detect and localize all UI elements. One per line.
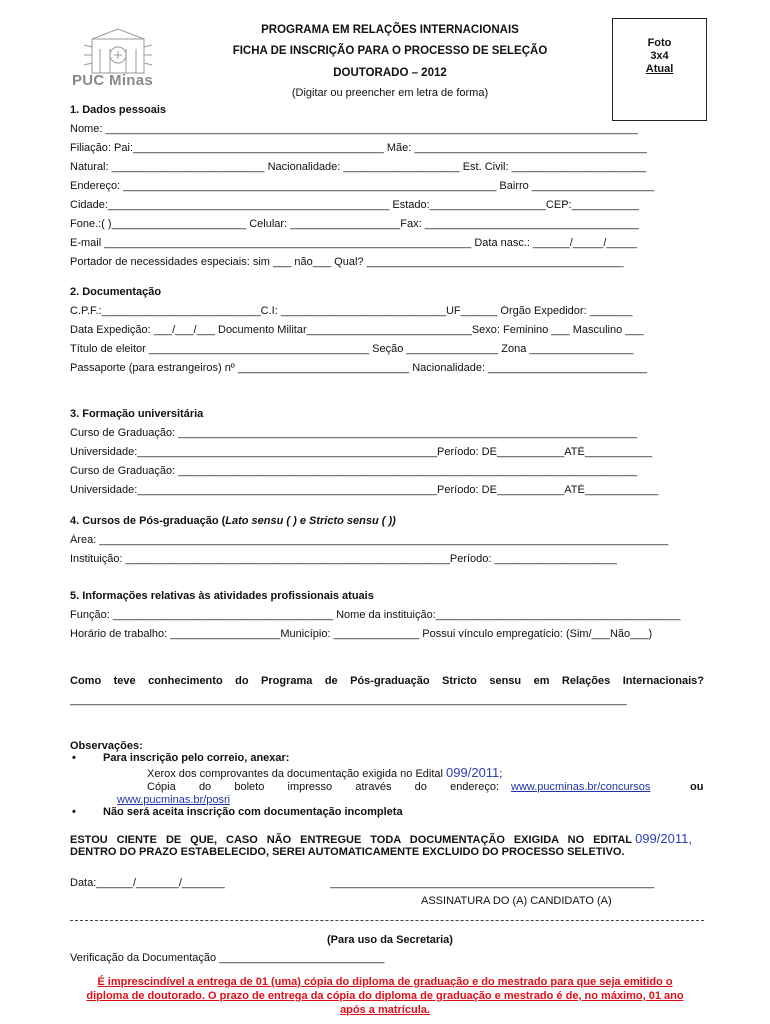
university-field-2[interactable]: Universidade:_________________________________________________Período: DE___________ATÉ____________ <box>70 484 659 496</box>
program-title: PROGRAMA EM RELAÇÕES INTERNACIONAIS <box>261 24 519 36</box>
logo-text: PUC Minas <box>72 72 154 89</box>
postgrad-title-prefix: 4. Cursos de Pós-graduação ( <box>70 515 226 527</box>
footer-notice-line-1: É imprescindível a entrega de 01 (uma) cópia do diploma de graduação e do mestrado para que seja emitido o <box>97 976 673 988</box>
graduation-course-field-2[interactable]: Curso de Graduação: ___________________________________________________________________________ <box>70 465 638 477</box>
photo-current: Atual <box>645 63 674 75</box>
date-field[interactable]: Data:______/_______/_______ <box>70 877 225 889</box>
signature-label: ASSINATURA DO (A) CANDIDATO (A) <box>421 895 612 907</box>
footer-notice-line-3: após a matrícula. <box>340 1004 430 1016</box>
observations-title: Observações: <box>70 740 143 752</box>
cpf-field[interactable]: C.P.F.:__________________________C.I: ___________________________UF______ Órgão Expedidor: _______ <box>70 305 633 317</box>
or-text: ou <box>690 781 704 793</box>
acknowledgement-line-1 <box>70 832 692 847</box>
mail-instructions: Para inscrição pelo correio, anexar: <box>103 752 290 764</box>
how-did-you-hear-answer[interactable]: ___________________________________________________________________________________________ <box>70 694 627 706</box>
section-personal-data-title: 1. Dados pessoais <box>70 104 166 116</box>
posri-link[interactable]: www.pucminas.br/posri <box>117 794 231 806</box>
bullet-icon: • <box>72 752 76 764</box>
institution-field[interactable]: Instituição: _____________________________________________________Período: ____________________ <box>70 553 617 565</box>
semicolon: ; <box>499 768 503 780</box>
secretariat-title: (Para uso da Secretaria) <box>327 934 453 946</box>
xerox-note <box>147 766 502 781</box>
work-hours-field[interactable]: Horário de trabalho: __________________Município: ______________ Possui vínculo empregatício: (Sim/___Não___) <box>70 628 653 640</box>
section-postgrad-title <box>70 515 396 528</box>
signature-line[interactable]: _____________________________________________________ <box>330 877 655 889</box>
voter-id-field[interactable]: Título de eleitor ____________________________________ Seção _______________ Zona _________________ <box>70 343 634 355</box>
acknowledgement-text: ESTOU CIENTE DE QUE, CASO NÃO ENTREGUE TODA DOCUMENTAÇÃO EXIGIDA NO EDITAL <box>70 834 632 846</box>
postgrad-type-options[interactable]: Lato sensu ( ) e Stricto sensu ( )) <box>225 515 396 527</box>
form-title: FICHA DE INSCRIÇÃO PARA O PROCESSO DE SELEÇÃO <box>232 45 548 57</box>
edital-number: 099/2011, <box>635 831 692 846</box>
incomplete-docs-warning: Não será aceita inscrição com documentação incompleta <box>103 806 403 818</box>
email-field[interactable]: E-mail ____________________________________________________________ Data nasc.: ______/_____/_____ <box>70 237 638 249</box>
bullet-icon: • <box>72 806 76 818</box>
phone-field[interactable]: Fone.:( )______________________ Celular: __________________Fax: ___________________________________ <box>70 218 639 230</box>
document-verification-field[interactable]: Verificação da Documentação ___________________________ <box>70 952 385 964</box>
instructions: (Digitar ou preencher em letra de forma) <box>291 87 489 99</box>
passport-field[interactable]: Passaporte (para estrangeiros) nº ____________________________ Nacionalidade: __________________________ <box>70 362 648 374</box>
edital-number: 099/2011 <box>446 765 500 780</box>
how-did-you-hear-question: Como teve conhecimento do Programa de Pós-graduação Stricto sensu em Relações Internacionais? <box>70 675 704 687</box>
issue-date-field[interactable]: Data Expedição: ___/___/___ Documento Militar___________________________Sexo: Feminino ___ Masculino ___ <box>70 324 644 336</box>
boleto-text: Cópia do boleto impresso através do endereço: <box>147 781 499 793</box>
job-function-field[interactable]: Função: ____________________________________ Nome da instituição:________________________________________ <box>70 609 681 621</box>
university-field-1[interactable]: Universidade:_________________________________________________Período: DE___________ATÉ___________ <box>70 446 653 458</box>
boleto-note <box>147 781 499 794</box>
section-education-title: 3. Formação universitária <box>70 408 204 420</box>
birthplace-field[interactable]: Natural: _________________________ Nacionalidade: ___________________ Est. Civil: ______________________ <box>70 161 647 173</box>
doctorate-title: DOUTORADO – 2012 <box>333 67 447 79</box>
city-field[interactable]: Cidade:______________________________________________ Estado:___________________CEP:___________ <box>70 199 639 211</box>
special-needs-field[interactable]: Portador de necessidades especiais: sim ___ não___ Qual? __________________________________________ <box>70 256 624 268</box>
area-field[interactable]: Área: _____________________________________________________________________________________________ <box>70 534 669 546</box>
footer-notice-line-2: diploma de doutorado. O prazo de entrega da cópia do diploma de graduação e mestrado é de, no máximo, 01 ano <box>86 990 684 1002</box>
section-professional-title: 5. Informações relativas às atividades profissionais atuais <box>70 590 374 602</box>
photo-box <box>612 18 707 121</box>
name-field[interactable]: Nome: _______________________________________________________________________________________ <box>70 123 638 135</box>
photo-size: 3x4 <box>650 50 669 62</box>
acknowledgement-line-2: DENTRO DO PRAZO ESTABELECIDO, SEREI AUTOMATICAMENTE EXCLUIDO DO PROCESSO SELETIVO. <box>70 846 625 858</box>
concursos-link[interactable]: www.pucminas.br/concursos <box>511 781 651 793</box>
parents-field[interactable]: Filiação: Pai:_________________________________________ Mãe: ______________________________________ <box>70 142 647 154</box>
photo-label: Foto <box>647 37 672 49</box>
section-documents-title: 2. Documentação <box>70 286 162 298</box>
graduation-course-field-1[interactable]: Curso de Graduação: ___________________________________________________________________________ <box>70 427 638 439</box>
divider <box>70 920 704 921</box>
xerox-text: Xerox dos comprovantes da documentação exigida no Edital <box>147 768 443 780</box>
address-field[interactable]: Endereço: _____________________________________________________________ Bairro ____________________ <box>70 180 655 192</box>
